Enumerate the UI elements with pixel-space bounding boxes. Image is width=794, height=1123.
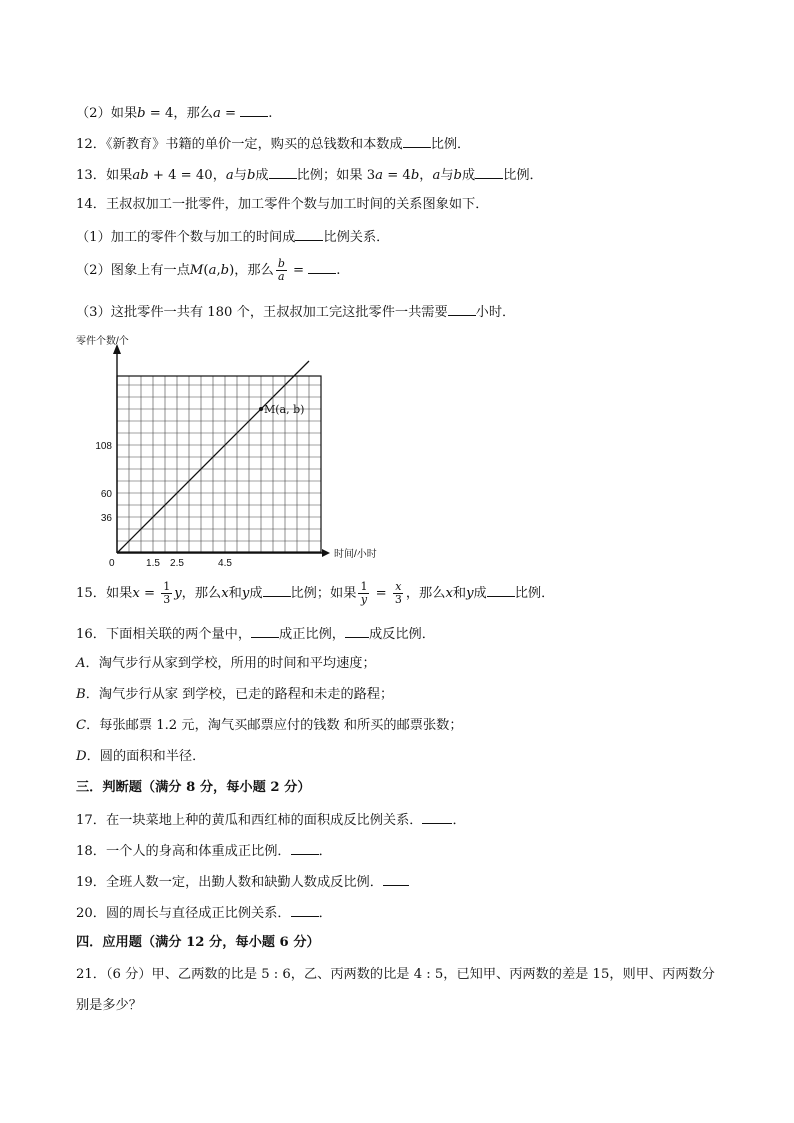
var-a: a (208, 263, 217, 278)
answer-blank[interactable] (345, 624, 369, 638)
q14-part1 (76, 227, 389, 247)
text: 成 (461, 168, 476, 183)
q17 (76, 810, 466, 830)
text: , (216, 263, 221, 278)
text: 和 (452, 586, 467, 601)
option-d (76, 748, 205, 766)
var-M: M (189, 263, 204, 278)
section-title: 三．判断题（满分 8 分，每小题 2 分） (76, 780, 311, 795)
option-c (76, 717, 463, 735)
question-text: 14．王叔叔加工一批零件，加工零件个数与加工时间的关系图象如下． (76, 197, 489, 212)
text: （1）加工的零件个数与加工的时间成 (76, 230, 296, 245)
text: = 4，那么 (145, 106, 213, 121)
answer-blank[interactable] (251, 624, 279, 638)
text: 16．下面相关联的两个量中， (76, 627, 252, 642)
q20 (76, 903, 332, 923)
answer-blank[interactable] (383, 872, 409, 886)
q14-part2 (76, 258, 341, 284)
text: （2）如果 (76, 106, 138, 121)
q21 (76, 966, 715, 984)
text: ． (318, 906, 332, 921)
answer-blank[interactable] (403, 134, 431, 148)
fraction-1-y (358, 581, 369, 606)
q11-part2 (76, 103, 273, 123)
text: 比例． (503, 168, 543, 183)
denominator: 3 (394, 593, 402, 606)
y-axis-label: 零件个数/个 (76, 336, 129, 347)
point-m-label: M(a, b) (264, 403, 305, 416)
origin-label: 0 (109, 558, 115, 568)
answer-blank[interactable] (448, 302, 476, 316)
option-text: ．淘气步行从家 到学校，已走的路程和未走的路程； (85, 687, 394, 702)
text: ( (203, 263, 209, 278)
text: （3）这批零件一共有 180 个，王叔叔加工完这批零件一共需要 (76, 305, 448, 320)
text: ． (452, 813, 466, 828)
option-letter: B (76, 687, 86, 702)
numerator: 1 (163, 580, 171, 593)
option-letter: C (76, 718, 87, 733)
var-ab: ab (132, 168, 149, 183)
section-title: 四．应用题（满分 12 分，每小题 6 分） (76, 935, 320, 950)
text: 比例． (430, 137, 471, 152)
text: 15．如果 (76, 586, 133, 601)
text: 成 (255, 168, 269, 183)
section-3-heading (76, 779, 311, 797)
option-letter: A (76, 656, 86, 671)
y-tick-label: 36 (100, 513, 112, 524)
option-a (76, 655, 376, 673)
x-tick-label: 4.5 (218, 558, 232, 568)
var-b: b (453, 168, 462, 183)
fraction-x-3 (393, 581, 404, 606)
text: ， (419, 168, 433, 183)
text: = (288, 263, 309, 278)
answer-blank[interactable] (475, 165, 503, 179)
q19 (76, 872, 409, 892)
text: 成反比例． (368, 627, 435, 642)
question-text: 12．《新教育》书籍的单价一定，购买的总钱数和本数成 (76, 137, 403, 152)
text: 成正比例， (279, 627, 345, 642)
answer-blank[interactable] (308, 260, 336, 274)
var-a: a (432, 168, 441, 183)
section-4-heading (76, 934, 320, 952)
answer-blank[interactable] (295, 227, 323, 241)
question-text: 18．一个人的身高和体重成正比例． (76, 844, 291, 859)
option-text: ．圆的面积和半径． (86, 749, 206, 764)
denominator: 3 (163, 593, 171, 606)
var-b: b (137, 106, 146, 121)
text: )，那么 (229, 263, 274, 278)
answer-blank[interactable] (240, 103, 268, 117)
q15 (76, 580, 554, 608)
fraction-1-3 (161, 581, 172, 606)
text: 与 (233, 168, 247, 183)
text: 与 (440, 168, 454, 183)
text: 13．如果 (76, 168, 133, 183)
x-tick-label: 1.5 (146, 558, 160, 568)
question-text: 21．（6 分）甲、乙两数的比是 5 : 6，乙、丙两数的比是 4 : 5，已知甲、丙两数的差是 15，则甲、丙两数分 (76, 967, 715, 982)
var-x: x (445, 586, 453, 601)
question-text: 别是多少？ (76, 998, 142, 1013)
q21-continued (76, 997, 142, 1015)
var-y: y (241, 586, 250, 601)
numerator: 1 (360, 580, 368, 593)
text: ，那么 (405, 586, 446, 601)
numerator: x (395, 580, 402, 593)
option-text: ．淘气步行从家到学校，所用的时间和平均速度； (85, 656, 376, 671)
var-y: y (174, 586, 182, 601)
text: 和 (228, 586, 242, 601)
var-a: a (375, 168, 383, 183)
q16 (76, 624, 435, 644)
question-text: 19．全班人数一定，出勤人数和缺勤人数成反比例． (76, 875, 383, 890)
text: ，那么 (181, 586, 222, 601)
text: 比例关系． (323, 230, 390, 245)
text: . (268, 106, 273, 121)
answer-blank[interactable] (269, 165, 297, 179)
var-b: b (220, 263, 230, 278)
var-a: a (212, 106, 221, 121)
var-a: a (225, 168, 234, 183)
var-b: b (410, 168, 420, 183)
q14-part3 (76, 302, 515, 322)
fraction-b-over-a (276, 258, 287, 283)
answer-blank[interactable] (263, 583, 291, 597)
x-tick-label: 2.5 (170, 558, 184, 568)
denominator: a (278, 270, 285, 283)
proportion-graph (72, 328, 422, 568)
option-letter: D (76, 749, 87, 764)
var-x: x (132, 586, 140, 601)
q14 (76, 196, 488, 214)
option-text: ．每张邮票 1.2 元，淘气买邮票应付的钱数 和所买的邮票张数； (86, 718, 463, 733)
text: . (336, 263, 341, 278)
answer-blank[interactable] (291, 903, 319, 917)
answer-blank[interactable] (291, 841, 319, 855)
q13 (76, 165, 543, 185)
numerator: b (277, 257, 285, 270)
x-axis-label: 时间/小时 (334, 549, 377, 560)
point-m (259, 407, 263, 411)
var-y: y (466, 586, 474, 601)
text: 比例． (514, 586, 555, 601)
text: = 4 (383, 168, 411, 183)
text: 成 (249, 586, 263, 601)
text: = (371, 586, 391, 601)
text: 比例；如果 3 (296, 168, 376, 183)
text: = (220, 106, 241, 121)
text: = (139, 586, 160, 601)
x-axis-arrow-icon (322, 549, 330, 557)
y-tick-label: 60 (100, 489, 112, 500)
text: ． (318, 844, 332, 859)
option-b (76, 686, 393, 704)
text: （2）图象上有一点 (76, 263, 190, 278)
y-tick-label: 108 (95, 441, 112, 452)
denominator: y (360, 593, 368, 606)
question-text: 20．圆的周长与直径成正比例关系． (76, 906, 291, 921)
q12 (76, 134, 470, 154)
text: 小时． (475, 305, 516, 320)
text: + 4 = 40， (148, 168, 226, 183)
q18 (76, 841, 332, 861)
text: 成 (473, 586, 487, 601)
question-text: 17．在一块菜地上种的黄瓜和西红柿的面积成反比例关系． (76, 813, 423, 828)
answer-blank[interactable] (487, 583, 515, 597)
answer-blank[interactable] (422, 810, 452, 824)
var-b: b (246, 168, 256, 183)
var-x: x (221, 586, 229, 601)
text: 比例；如果 (290, 586, 357, 601)
